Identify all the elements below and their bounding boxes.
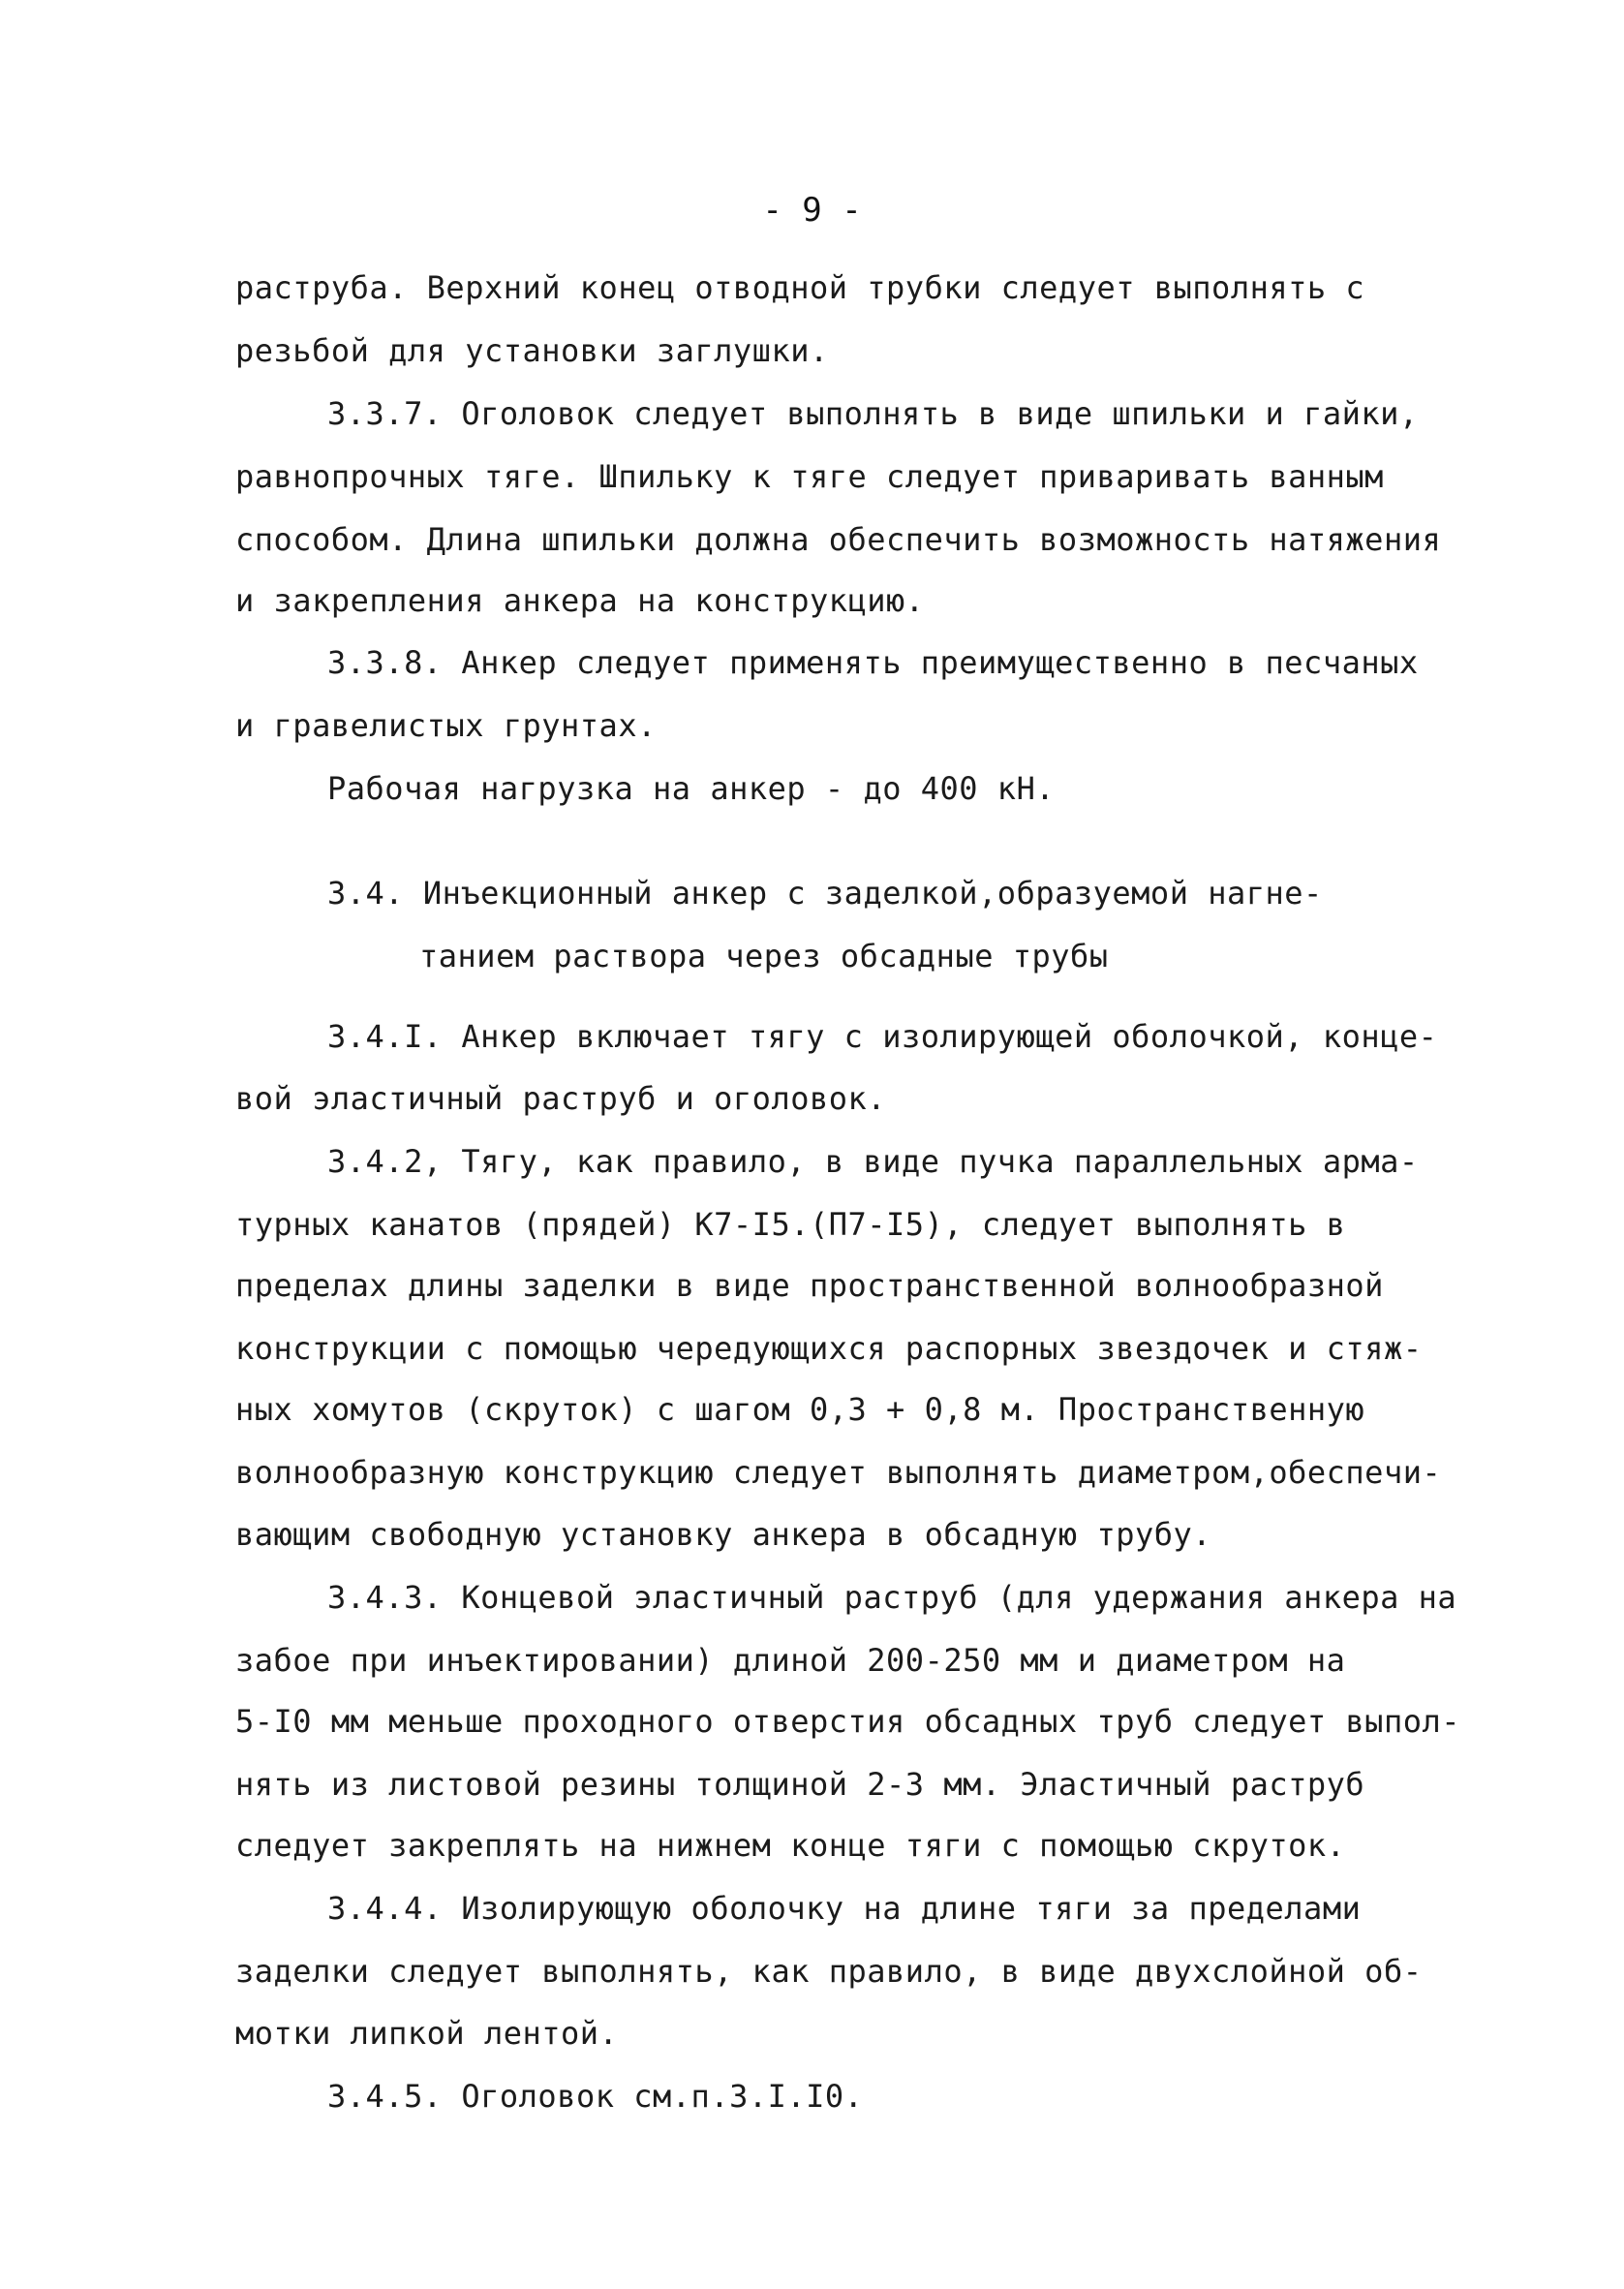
paragraph-line: 3.3.7. Оголовок следует выполнять в виде шпильки и гайки, <box>327 395 1419 432</box>
text-line: турных канатов (прядей) К7-I5.(П7-I5), следует выполнять в <box>235 1206 1346 1243</box>
paragraph-line: 3.4.2, Тягу, как правило, в виде пучка параллельных арма- <box>327 1143 1419 1180</box>
text-line: забое при инъектировании) длиной 200-250 мм и диаметром на <box>235 1642 1346 1679</box>
text-line: вающим свободную установку анкера в обсадную трубу. <box>235 1516 1212 1553</box>
text-line: следует закреплять на нижнем конце тяги с помощью скруток. <box>235 1827 1346 1864</box>
text-line: раструба. Верхний конец отводной трубки следует выполнять с <box>235 269 1365 306</box>
paragraph-line: 3.4.I. Анкер включает тягу с изолирующей оболочкой, конце- <box>327 1018 1438 1055</box>
paragraph-line: 3.4.5. Оголовок см.п.3.I.I0. <box>327 2078 864 2115</box>
text-line: волнообразную конструкцию следует выполнять диаметром,обеспечи- <box>235 1454 1442 1491</box>
text-line: и гравелистых грунтах. <box>235 707 657 744</box>
paragraph-line: 3.4.3. Концевой эластичный раструб (для удержания анкера на <box>327 1579 1457 1616</box>
text-line: способом. Длина шпильки должна обеспечить возможность натяжения <box>235 521 1442 558</box>
text-line: ных хомутов (скруток) с шагом 0,3 + 0,8 м. Пространственную <box>235 1391 1365 1428</box>
text-line: пределах длины заделки в виде пространственной волнообразной <box>235 1267 1384 1304</box>
text-line: 5-I0 мм меньше проходного отверстия обсадных труб следует выпол- <box>235 1703 1460 1740</box>
paragraph-line: 3.3.8. Анкер следует применять преимущественно в песчаных <box>327 644 1419 681</box>
page-number: - 9 - <box>762 191 862 230</box>
text-line: и закрепления анкера на конструкцию. <box>235 582 925 619</box>
text-line: равнопрочных тяге. Шпильку к тяге следует приваривать ванным <box>235 458 1384 495</box>
text-line: резьбой для установки заглушки. <box>235 332 829 369</box>
paragraph-line: Рабочая нагрузка на анкер - до 400 кН. <box>327 770 1056 807</box>
text-line: вой эластичный раструб и оголовок. <box>235 1080 887 1117</box>
paragraph-line: 3.4.4. Изолирующую оболочку на длине тяги за пределами <box>327 1890 1362 1927</box>
text-line: нять из листовой резины толщиной 2-3 мм. Эластичный раструб <box>235 1766 1365 1803</box>
text-line: заделки следует выполнять, как правило, в виде двухслойной об- <box>235 1953 1423 1990</box>
text-line: мотки липкой лентой. <box>235 2015 619 2052</box>
section-heading-line: танием раствора через обсадные трубы <box>419 938 1109 974</box>
text-line: конструкции с помощью чередующихся распорных звездочек и стяж- <box>235 1330 1423 1367</box>
section-heading-line: 3.4. Инъекционный анкер с заделкой,образуемой нагне- <box>327 875 1323 912</box>
